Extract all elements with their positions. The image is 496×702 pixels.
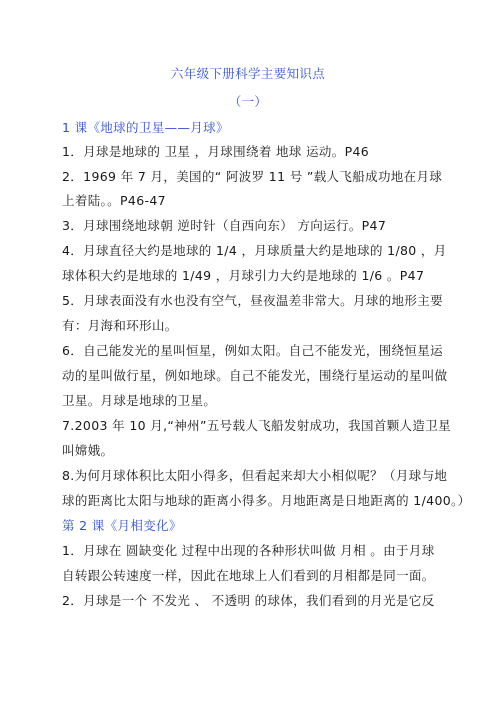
lesson-1-line: 卫星。月球是地球的卫星。 xyxy=(62,393,217,408)
lesson-1-line: 4．月球直径大约是地球的 1/4 ，月球质量大约是地球的 1/80 ，月 xyxy=(62,243,447,258)
lesson-2-line: 2．月球是一个 不发光 、 不透明 的球体，我们看到的月光是它反 xyxy=(62,593,435,608)
lesson-1-heading: 1 课《地球的卫星——月球》 xyxy=(62,120,229,135)
lesson-2-line: 1．月球在 圆缺变化 过程中出现的各种形状叫做 月相 。由于月球 xyxy=(62,543,435,558)
section-number: （一） xyxy=(228,94,268,109)
lesson-1-line: 球体积大约是地球的 1/49 ，月球引力大约是地球的 1/6 。P47 xyxy=(62,268,425,283)
lesson-2-line: 自转跟公转速度一样，因此在地球上人们看到的月相都是同一面。 xyxy=(62,568,435,583)
lesson-1-line: 球的距离比太阳与地球的距离小得多。月地距离是日地距离的 1/400。） xyxy=(62,493,471,508)
lesson-1-line: 5．月球表面没有水也没有空气，昼夜温差非常大。月球的地形主要 xyxy=(62,293,443,308)
lesson-1-line: 6．自己能发光的星叫恒星，例如太阳。自己不能发光，围绕恒星运 xyxy=(62,343,443,358)
lesson-1-line: 2．1969 年 7 月，美国的“ 阿波罗 11 号 ”载人飞船成功地在月球 xyxy=(62,169,443,184)
lesson-1-line: 上着陆。。P46-47 xyxy=(62,193,166,208)
lesson-1-line: 1．月球是地球的 卫星 ，月球围绕着 地球 运动。P46 xyxy=(62,144,370,159)
lesson-1-line: 8.为何月球体积比太阳小得多，但看起来却大小相似呢？（月球与地 xyxy=(62,468,448,483)
lesson-2-heading: 第 2 课《月相变化》 xyxy=(62,518,182,533)
doc-title: 六年级下册科学主要知识点 xyxy=(170,66,326,81)
lesson-1-line: 叫嫦娥。 xyxy=(62,443,114,458)
lesson-1-line: 7.2003 年 10 月,“神州”五号载人飞船发射成功，我国首颗人造卫星 xyxy=(62,418,451,433)
lesson-1-line: 动的星叫做行星，例如地球。自己不能发光，围绕行星运动的星叫做 xyxy=(62,368,448,383)
lesson-1-line: 3．月球围绕地球朝 逆时针（自西向东） 方向运行。P47 xyxy=(62,218,387,233)
lesson-1-line: 有：月海和环形山。 xyxy=(62,318,178,333)
